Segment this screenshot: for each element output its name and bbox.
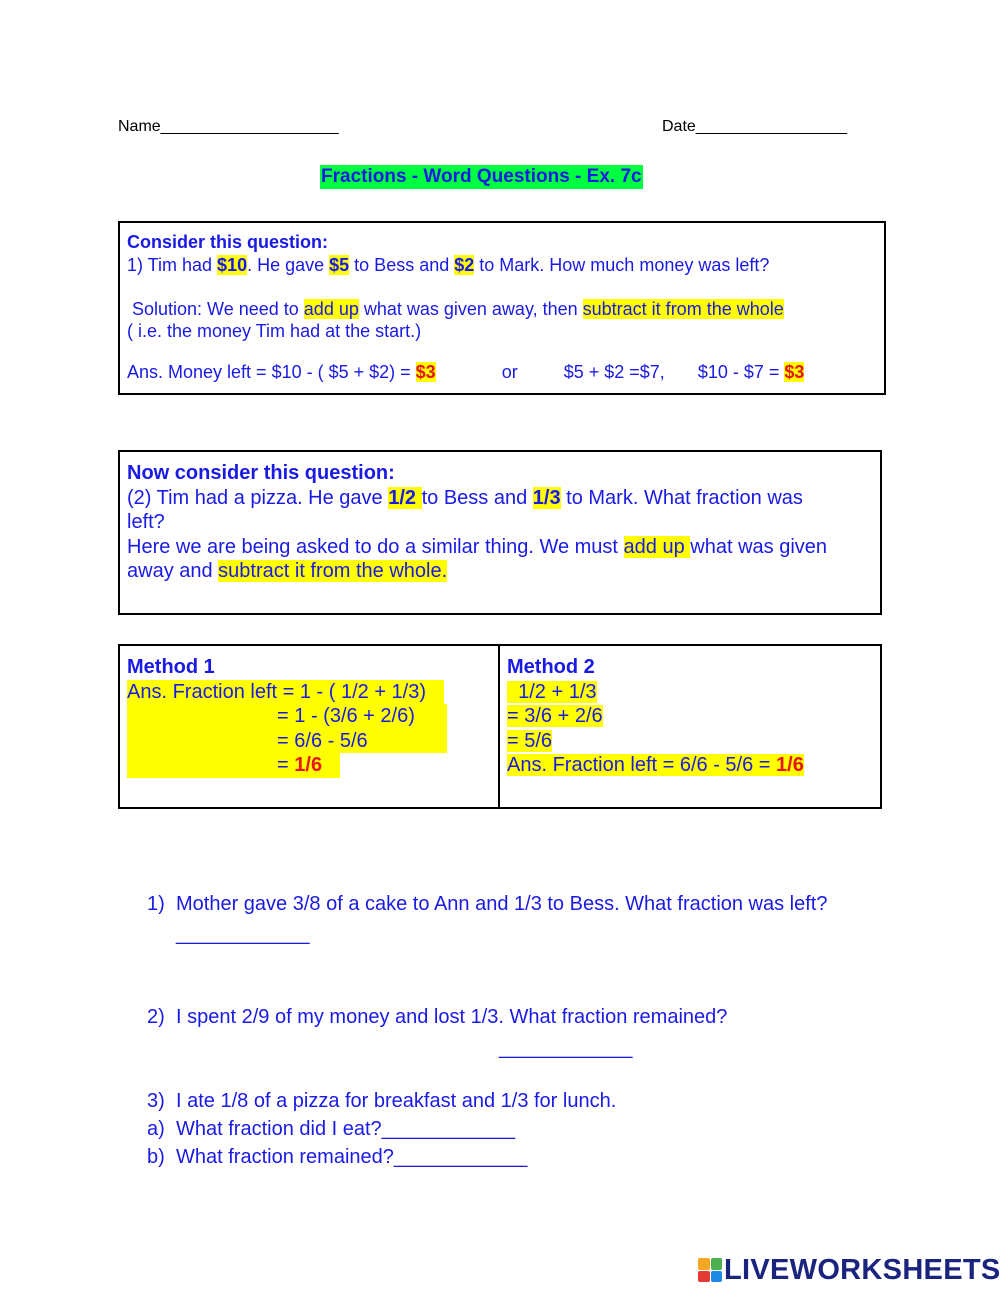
text-segment: or [501,362,518,382]
exercise-text[interactable]: What fraction remained?____________ [176,1146,528,1168]
highlight-text: add up [623,535,691,558]
exercise-text[interactable]: What fraction did I eat?____________ [176,1118,516,1140]
method-heading: Method 2 [507,656,595,678]
example-solution [127,298,877,320]
text-segment: what was given away, then [358,299,583,319]
highlight-text: subtract it from the whole [582,299,784,319]
exercise-3 [147,1090,616,1113]
methods-table [118,644,882,809]
exercise-number: 2) [147,1006,165,1028]
exercise-text: I spent 2/9 of my money and lost 1/3. What fraction remained? [176,1006,728,1028]
highlight-value: 1/2 [388,486,422,509]
example-answer [127,361,877,383]
answer-blank[interactable]: ____________ [176,923,310,945]
method-step: Ans. Fraction left = 1 - ( 1/2 + 1/3) [127,680,444,705]
text-segment: = [127,754,295,776]
exercise-number: 3) [147,1090,165,1112]
example-explanation [127,535,873,560]
text-segment: = 3/6 + 2/6 [507,705,603,727]
example-heading: Consider this question: [127,232,329,252]
exercise-3a[interactable] [147,1118,515,1141]
highlight-text: add up [303,299,359,319]
example-question-cont: left? [127,511,165,533]
logo-icon [698,1258,722,1282]
method-step [507,704,873,729]
example-box-money [118,221,886,395]
highlight-text: subtract it from the whole. [218,560,448,582]
text-segment: to Mark. How much money was left? [474,255,770,275]
method-step [507,680,873,705]
answer-value: $3 [415,362,436,382]
text-segment: = 5/6 [507,729,553,752]
example-box-pizza [118,450,882,615]
highlight-value: 1/3 [532,486,561,509]
text-segment: $10 - $7 = [697,362,785,382]
method-step: = 6/6 - 5/6 [127,729,447,754]
method-1-column [120,646,500,807]
method-step [507,753,873,778]
exercise-text: I ate 1/8 of a pizza for breakfast and 1/3 for lunch. [176,1090,617,1112]
exercise-number: 1) [147,893,165,915]
date-field[interactable]: Date_________________ [662,118,848,135]
method-2-column [500,646,880,807]
highlight-value: $10 [217,255,248,275]
text-segment: Ans. Money left = $10 - ( $5 + $2) = [127,362,416,382]
example-explanation-cont [127,559,873,584]
exercise-text: Mother gave 3/8 of a cake to Ann and 1/3 to Bess. What fraction was left? [176,893,828,915]
text-segment: . He gave [247,255,330,275]
exercise-number: a) [147,1118,165,1140]
example-solution-cont: ( i.e. the money Tim had at the start.) [127,321,422,341]
text-segment: to Bess and [421,486,533,509]
logo-square [711,1258,723,1270]
page-title: Fractions - Word Questions - Ex. 7c [321,166,642,187]
example-heading: Now consider this question: [127,462,395,484]
answer-value: 1/6 [294,754,323,776]
liveworksheets-logo[interactable] [698,1255,1000,1285]
method-heading: Method 1 [127,656,215,678]
text-segment: 1/2 + 1/3 [507,680,597,703]
answer-value: 1/6 [776,754,804,776]
logo-square [698,1271,710,1283]
text-segment: what was given [690,535,828,558]
example-question [127,486,873,511]
exercise-number: b) [147,1146,165,1168]
exercise-1 [147,893,827,916]
text-segment: to Mark. What fraction was [560,486,803,509]
text-segment: away and [127,560,219,582]
text-segment: Solution: We need to [127,299,304,319]
text-segment: Here we are being asked to do a similar thing. We must [127,535,624,558]
logo-text: LIVEWORKSHEETS [724,1253,1000,1286]
logo-square [698,1258,710,1270]
highlight-value: $2 [454,255,475,275]
text-segment: 1) Tim had [127,255,218,275]
answer-blank[interactable]: ____________ [499,1037,633,1059]
text-segment: Ans. Fraction left = 6/6 - 5/6 = [507,754,777,776]
logo-square [711,1271,723,1283]
header-row [118,118,878,140]
example-question [127,254,877,276]
highlight-value: $5 [329,255,350,275]
name-field[interactable]: Name____________________ [118,118,339,135]
method-step: = 1 - (3/6 + 2/6) [127,704,447,729]
method-step [127,753,340,778]
text-segment: to Bess and [349,255,455,275]
exercise-3b[interactable] [147,1146,527,1169]
exercise-2 [147,1006,727,1029]
answer-value: $3 [784,362,805,382]
text-segment: (2) Tim had a pizza. He gave [127,486,389,509]
text-segment: $5 + $2 =$7, [563,362,665,382]
method-step [507,729,873,754]
